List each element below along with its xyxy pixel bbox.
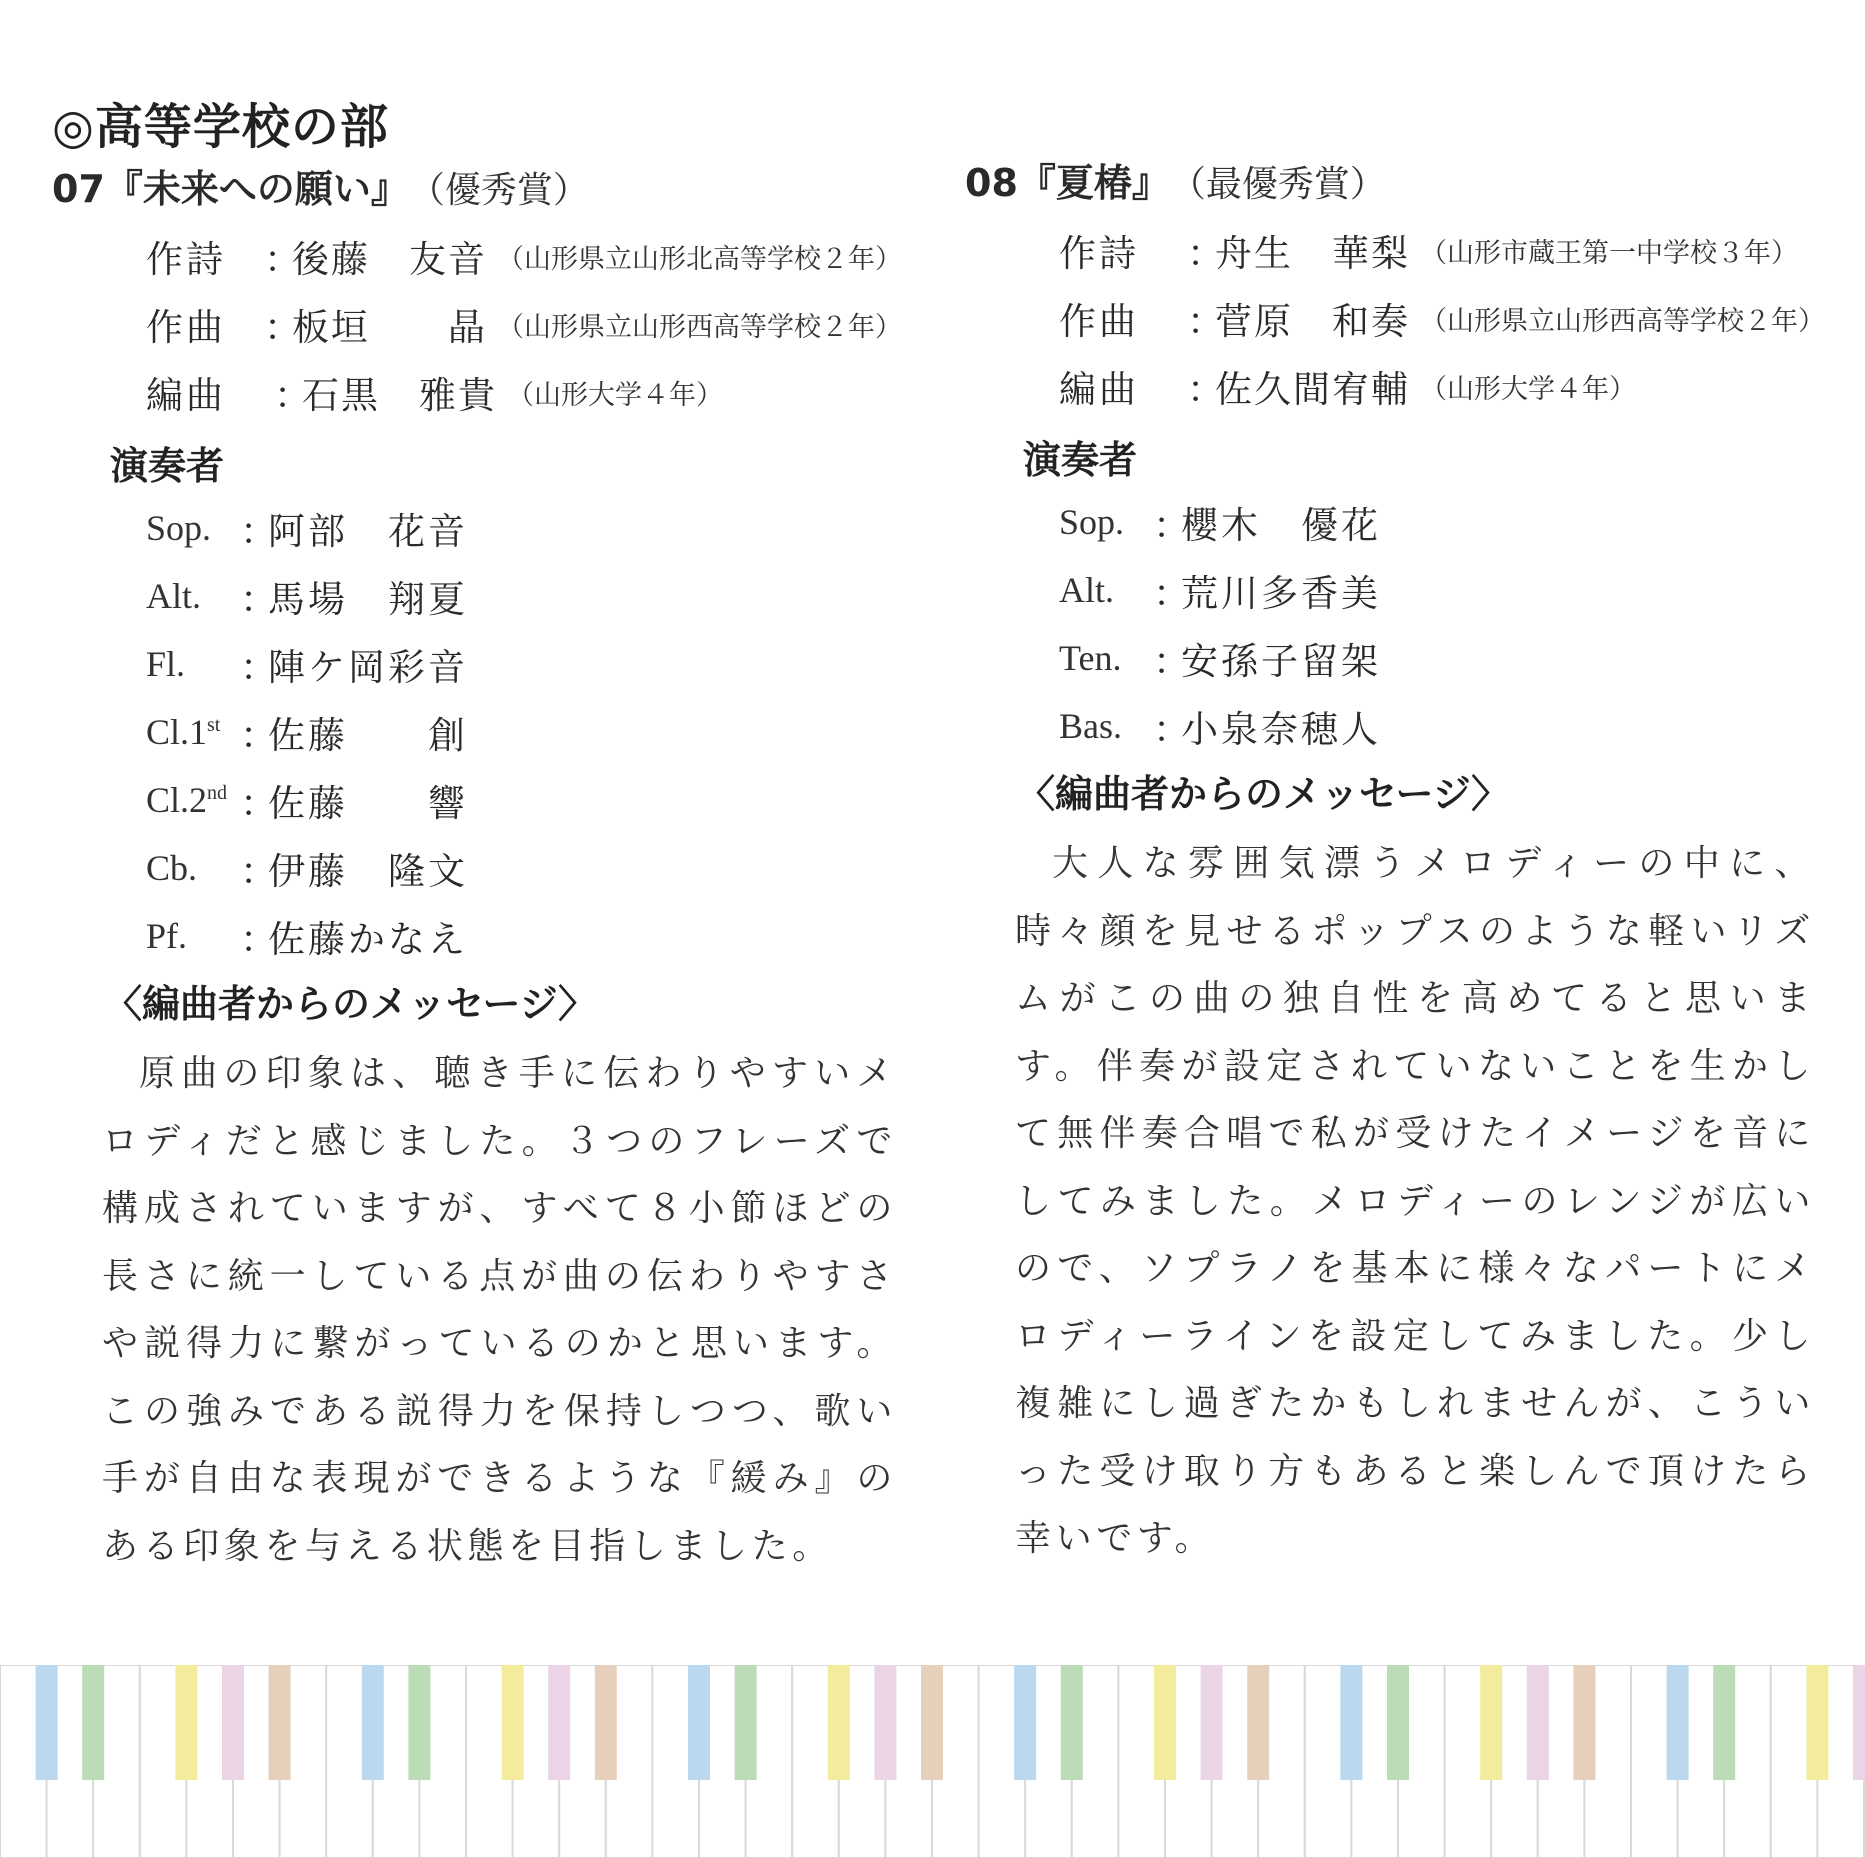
credit-lyrics	[146, 222, 902, 290]
player-row	[1059, 692, 1825, 760]
black-key	[1806, 1665, 1828, 1780]
player-part: Cl.2nd	[146, 780, 228, 820]
credit-role: 作曲	[1059, 300, 1139, 343]
song-award: （最優秀賞）	[1169, 164, 1386, 205]
players-list	[1059, 488, 1825, 760]
players-list	[146, 494, 902, 970]
black-key	[1154, 1665, 1176, 1780]
player-row	[1059, 624, 1825, 692]
player-name: 佐藤かなえ	[268, 918, 468, 961]
player-name: 伊藤 隆文	[268, 850, 468, 893]
song-title: 『未来への願い』	[104, 167, 409, 211]
black-key	[362, 1665, 384, 1780]
player-row	[146, 494, 902, 562]
player-part: Fl.	[146, 644, 186, 684]
colon: ：	[240, 578, 277, 621]
credit-affiliation: （山形大学４年）	[507, 379, 723, 411]
player-name: 佐藤 響	[268, 782, 468, 825]
black-key	[1480, 1665, 1502, 1780]
colon: ：	[240, 850, 277, 893]
ordinal-suffix: nd	[207, 782, 228, 804]
black-key	[408, 1665, 430, 1780]
entry-08	[965, 152, 1825, 1573]
credit-affiliation: （山形県立山形西高等学校２年）	[1420, 305, 1825, 337]
players-label: 演奏者	[1023, 437, 1138, 482]
black-key	[82, 1665, 104, 1780]
black-key	[269, 1665, 291, 1780]
piano-keyboard-decoration	[0, 1665, 1865, 1858]
message-label: 〈編曲者からのメッセージ〉	[1017, 771, 1510, 816]
credit-name: 板垣 晶	[292, 306, 487, 349]
credit-arranger	[146, 358, 902, 426]
colon: ：	[240, 510, 277, 553]
black-key	[1527, 1665, 1549, 1780]
black-key	[222, 1665, 244, 1780]
player-name: 櫻木 優花	[1181, 504, 1381, 547]
black-key	[688, 1665, 710, 1780]
colon: ：	[1153, 572, 1190, 615]
credit-role: 編曲	[146, 374, 226, 417]
credit-affiliation: （山形市蔵王第一中学校３年）	[1420, 237, 1798, 269]
black-key	[1340, 1665, 1362, 1780]
black-key	[1014, 1665, 1036, 1780]
black-key	[735, 1665, 757, 1780]
colon: ：	[1153, 708, 1190, 751]
player-part: Bas.	[1059, 706, 1122, 746]
credit-arranger	[1059, 352, 1825, 420]
black-key	[874, 1665, 896, 1780]
player-part: Pf.	[146, 916, 188, 956]
message-label: 〈編曲者からのメッセージ〉	[104, 981, 597, 1026]
player-row	[1059, 488, 1825, 556]
black-key	[1667, 1665, 1689, 1780]
song-award: （優秀賞）	[408, 170, 589, 211]
credit-affiliation: （山形大学４年）	[1420, 373, 1636, 405]
credit-role: 作曲	[146, 306, 226, 349]
player-part: Alt.	[1059, 570, 1115, 610]
credit-role: 作詩	[146, 238, 226, 281]
black-key	[921, 1665, 943, 1780]
players-label: 演奏者	[110, 443, 225, 488]
player-row	[146, 834, 902, 902]
black-key	[36, 1665, 58, 1780]
black-key	[1247, 1665, 1269, 1780]
player-name: 安孫子留架	[1181, 640, 1381, 683]
song-number: 07	[52, 167, 105, 211]
colon: ：	[1153, 640, 1190, 683]
player-row	[146, 902, 902, 970]
colon: ：	[240, 714, 277, 757]
player-row	[146, 630, 902, 698]
black-key	[1201, 1665, 1223, 1780]
player-row	[1059, 556, 1825, 624]
player-part: Cb.	[146, 848, 198, 888]
player-part: Sop.	[146, 508, 212, 548]
song-heading	[52, 158, 902, 214]
colon: ：	[264, 238, 301, 281]
colon: ：	[240, 646, 277, 689]
credit-name: 石黒 雅貴	[302, 374, 497, 417]
credit-name: 菅原 和奏	[1215, 300, 1410, 343]
song-heading	[965, 152, 1825, 208]
player-name: 佐藤 創	[268, 714, 468, 757]
credit-composer	[146, 290, 902, 358]
colon: ：	[1187, 368, 1224, 411]
player-name: 陣ケ岡彩音	[268, 646, 468, 689]
black-key	[1713, 1665, 1735, 1780]
song-title: 『夏椿』	[1017, 161, 1170, 205]
credit-name: 佐久間宥輔	[1215, 368, 1410, 411]
colon: ：	[1153, 504, 1190, 547]
credit-role: 編曲	[1059, 368, 1139, 411]
black-key	[1853, 1665, 1865, 1780]
black-key	[1573, 1665, 1595, 1780]
colon: ：	[274, 374, 311, 417]
player-name: 阿部 花音	[268, 510, 468, 553]
credit-affiliation: （山形県立山形北高等学校２年）	[497, 243, 902, 275]
message-body: 原曲の印象は、聴き手に伝わりやすいメロディだと感じました。３つのフレーズで構成されていますが、すべて８小節ほどの長さに統一している点が曲の伝わりやすさや説得力に繋がっているのかと思います。この強みである説得力を保持しつつ、歌い手が自由な表現ができるような『緩み』のある印象を与える状態を目指しました。	[102, 1053, 897, 1567]
player-name: 荒川多香美	[1181, 572, 1381, 615]
black-key	[1387, 1665, 1409, 1780]
song-number: 08	[965, 161, 1018, 205]
section-title: ◎高等学校の部	[52, 99, 389, 155]
credit-composer	[1059, 284, 1825, 352]
credits	[1059, 216, 1825, 420]
credit-name: 舟生 華梨	[1215, 232, 1410, 275]
credit-role: 作詩	[1059, 232, 1139, 275]
black-key	[548, 1665, 570, 1780]
credit-lyrics	[1059, 216, 1825, 284]
player-part: Alt.	[146, 576, 202, 616]
entry-07	[52, 158, 902, 1580]
colon: ：	[1187, 232, 1224, 275]
colon: ：	[264, 306, 301, 349]
colon: ：	[240, 918, 277, 961]
black-key	[175, 1665, 197, 1780]
ordinal-suffix: st	[207, 714, 221, 736]
credit-name: 後藤 友音	[292, 238, 487, 281]
player-name: 馬場 翔夏	[268, 578, 468, 621]
colon: ：	[1187, 300, 1224, 343]
black-key	[502, 1665, 524, 1780]
player-name: 小泉奈穂人	[1181, 708, 1381, 751]
black-key	[1061, 1665, 1083, 1780]
credit-affiliation: （山形県立山形西高等学校２年）	[497, 311, 902, 343]
colon: ：	[240, 782, 277, 825]
message-body: 大人な雰囲気漂うメロディーの中に、時々顔を見せるポップスのような軽いリズムがこの曲の独自性を高めてると思います。伴奏が設定されていないことを生かして無伴奏合唱で私が受けたイメージを音にしてみました。メロディーのレンジが広いので、ソプラノを基本に様々なパートにメロディーラインを設定してみました。少し複雑にし過ぎたかもしれませんが、こういった受け取り方もあると楽しんで頂けたら幸いです。	[1015, 843, 1815, 1559]
player-row	[146, 562, 902, 630]
player-part: Sop.	[1059, 502, 1125, 542]
credits	[146, 222, 902, 426]
player-part: Ten.	[1059, 638, 1122, 678]
black-key	[595, 1665, 617, 1780]
player-row	[146, 766, 902, 834]
black-key	[828, 1665, 850, 1780]
player-part: Cl.1st	[146, 712, 221, 752]
player-row	[146, 698, 902, 766]
